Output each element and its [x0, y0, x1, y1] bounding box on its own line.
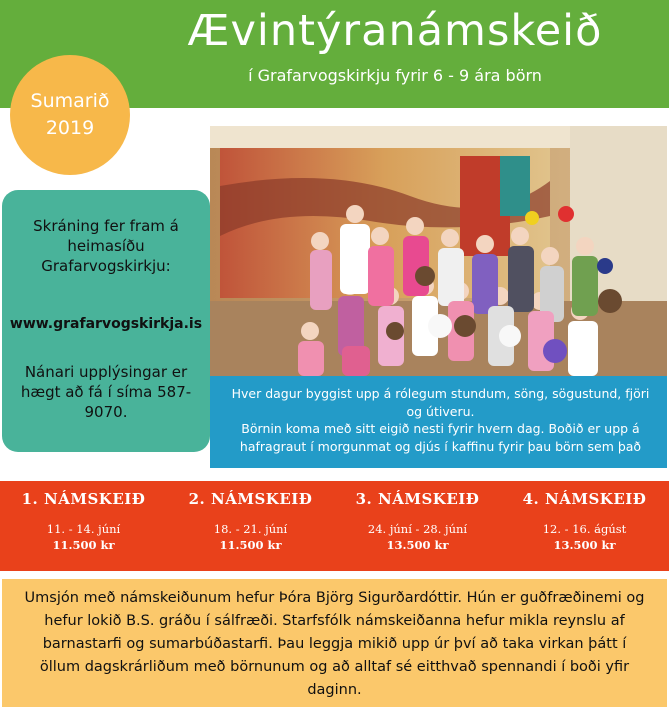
description-line-2: Börnin koma með sitt eigið nesti fyrir hvern dag. Boðið er upp á hafragraut í morgunmat og djús í kaffinu fyrir þau börn sem það: [239, 421, 642, 454]
staff-info-box: [2, 579, 667, 707]
course-4: [501, 481, 668, 571]
season-badge: [10, 55, 130, 175]
course-title: 3. NÁMSKEIÐ: [355, 490, 480, 508]
course-1: [0, 481, 167, 571]
course-dates: 24. júní - 28. júní: [367, 522, 468, 536]
page-title: Ævintýranámskeið: [187, 6, 603, 56]
website-link[interactable]: www.grafarvogskirkja.is: [9, 316, 203, 332]
registration-text: Skráning fer fram á heimasíðu Grafarvogskirkju:: [33, 217, 179, 275]
registration-info-box: [2, 190, 210, 452]
course-dates: 11. - 14. júní: [46, 522, 121, 536]
badge-year: 2019: [45, 117, 95, 139]
course-2: [167, 481, 334, 571]
group-photo: [210, 126, 667, 376]
course-price: 11.500 kr: [52, 538, 115, 552]
courses-bar: [0, 481, 669, 571]
page-subtitle: í Grafarvogskirkju fyrir 6 - 9 ára börn: [248, 66, 542, 85]
course-3: [334, 481, 501, 571]
course-dates: 12. - 16. ágúst: [542, 522, 627, 536]
course-price: 11.500 kr: [219, 538, 282, 552]
contact-info-text: Nánari upplýsingar er hægt að fá í síma 587-9070.: [20, 363, 192, 421]
description-box: [210, 376, 667, 468]
description-line-1: Hver dagur byggist upp á rólegum stundum, söng, sögustund, fjöri og útiveru.: [231, 386, 650, 419]
course-price: 13.500 kr: [553, 538, 616, 552]
staff-info-text: Umsjón með námskeiðunum hefur Þóra Björg Sigurðardóttir. Hún er guðfræðinemi og hefur lokið B.S. gráðu í sálfræði. Starfsfólk námskeiðanna hefur mikla reynslu af barnastarfi og sumarbúðastarfi. Þau leggja mikið upp úr því að taka virkan þátt í öllum dagskrárliðum með börnunum og að alltaf sé eitthvað spennandi í boði yfir daginn.: [24, 590, 645, 698]
course-price: 13.500 kr: [386, 538, 449, 552]
course-title: 4. NÁMSKEIÐ: [522, 490, 647, 508]
course-title: 1. NÁMSKEIÐ: [21, 490, 146, 508]
badge-season: Sumarið: [30, 90, 110, 112]
children-group-photo-illustration: [210, 126, 667, 376]
course-title: 2. NÁMSKEIÐ: [188, 490, 313, 508]
course-dates: 18. - 21. júní: [213, 522, 288, 536]
